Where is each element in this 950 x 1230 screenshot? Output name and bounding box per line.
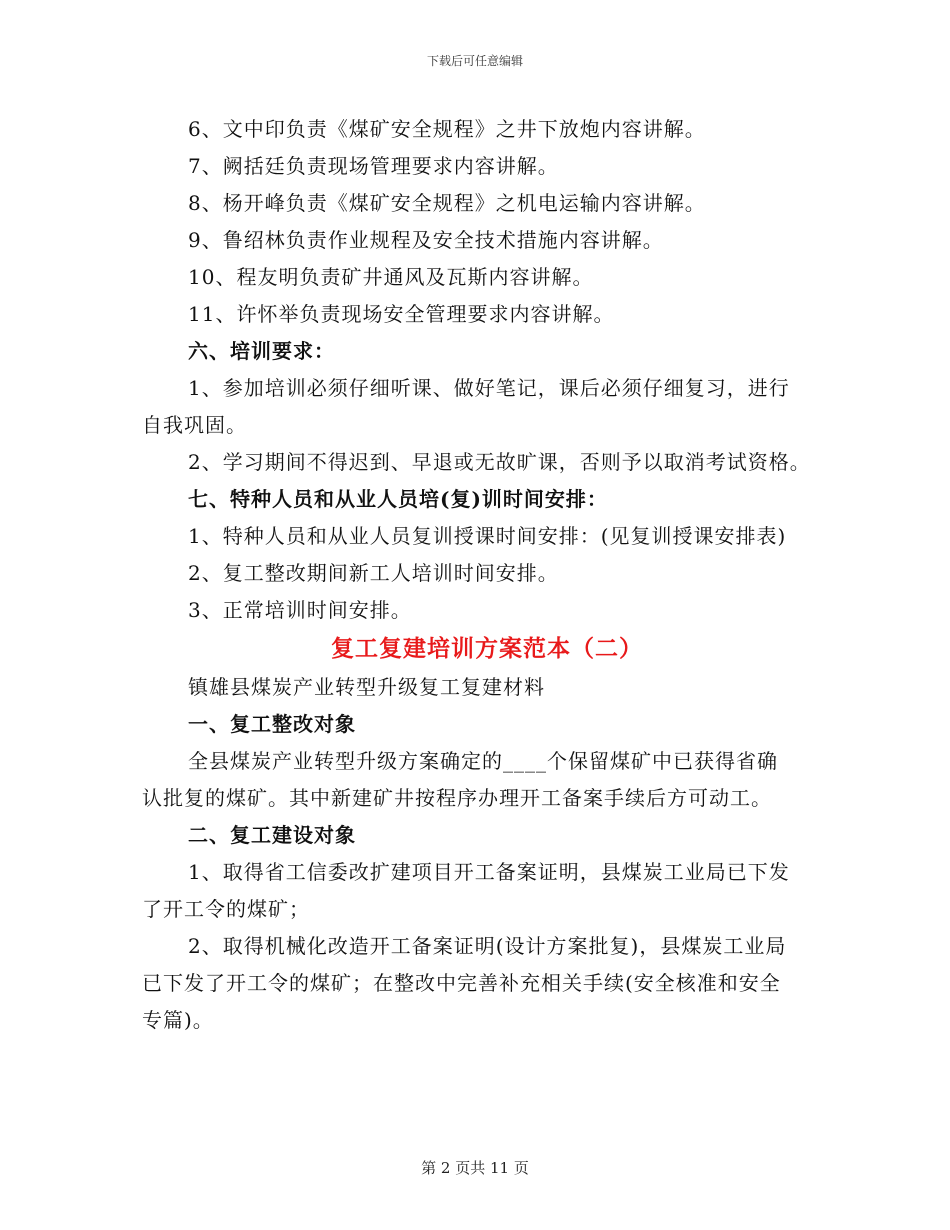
paragraph-line: 1、特种人员和从业人员复训授课时间安排：(见复训授课安排表) [188, 524, 787, 548]
page-header: 下载后可任意编辑 [426, 54, 523, 68]
paragraph-line: 1、取得省工信委改扩建项目开工备案证明，县煤炭工业局已下发 [188, 860, 790, 884]
page-footer: 第 2 页共 11 页 [421, 1159, 529, 1177]
paragraph-line: 8、杨开峰负责《煤矿安全规程》之机电运输内容讲解。 [188, 191, 706, 215]
paragraph-line: 认批复的煤矿。其中新建矿井按程序办理开工备案手续后方可动工。 [142, 786, 772, 810]
paragraph-line: 10、程友明负责矿井通风及瓦斯内容讲解。 [188, 265, 594, 289]
section-heading: 二、复工建设对象 [188, 823, 356, 847]
paragraph-line: 2、取得机械化改造开工备案证明(设计方案批复)，县煤炭工业局 [188, 934, 787, 958]
document-body [142, 111, 832, 1039]
paragraph-line: 镇雄县煤炭产业转型升级复工复建材料 [188, 675, 545, 699]
paragraph-line: 全县煤炭产业转型升级方案确定的____个保留煤矿中已获得省确 [188, 749, 778, 773]
section-heading: 六、培训要求： [188, 339, 335, 363]
paragraph-line: 6、文中印负责《煤矿安全规程》之井下放炮内容讲解。 [188, 117, 706, 141]
section-heading: 七、特种人员和从业人员培(复)训时间安排： [188, 487, 608, 511]
paragraph-line: 2、学习期间不得迟到、早退或无故旷课，否则予以取消考试资格。 [188, 450, 811, 474]
paragraph-line: 了开工令的煤矿； [142, 897, 310, 921]
paragraph-line: 已下发了开工令的煤矿；在整改中完善补充相关手续(安全核准和安全 [142, 971, 781, 995]
paragraph-line: 7、阙括廷负责现场管理要求内容讲解。 [188, 154, 559, 178]
document-title: 复工复建培训方案范本（二） [331, 635, 643, 662]
paragraph-line: 1、参加培训必须仔细听课、做好笔记，课后必须仔细复习，进行 [188, 376, 790, 400]
paragraph-line: 11、许怀举负责现场安全管理要求内容讲解。 [188, 302, 615, 326]
paragraph-line: 9、鲁绍林负责作业规程及安全技术措施内容讲解。 [188, 228, 664, 252]
paragraph-line: 2、复工整改期间新工人培训时间安排。 [188, 561, 559, 585]
paragraph-line: 专篇)。 [142, 1008, 214, 1032]
section-heading: 一、复工整改对象 [188, 712, 356, 736]
paragraph-line: 自我巩固。 [142, 413, 247, 437]
paragraph-line: 3、正常培训时间安排。 [188, 598, 412, 622]
